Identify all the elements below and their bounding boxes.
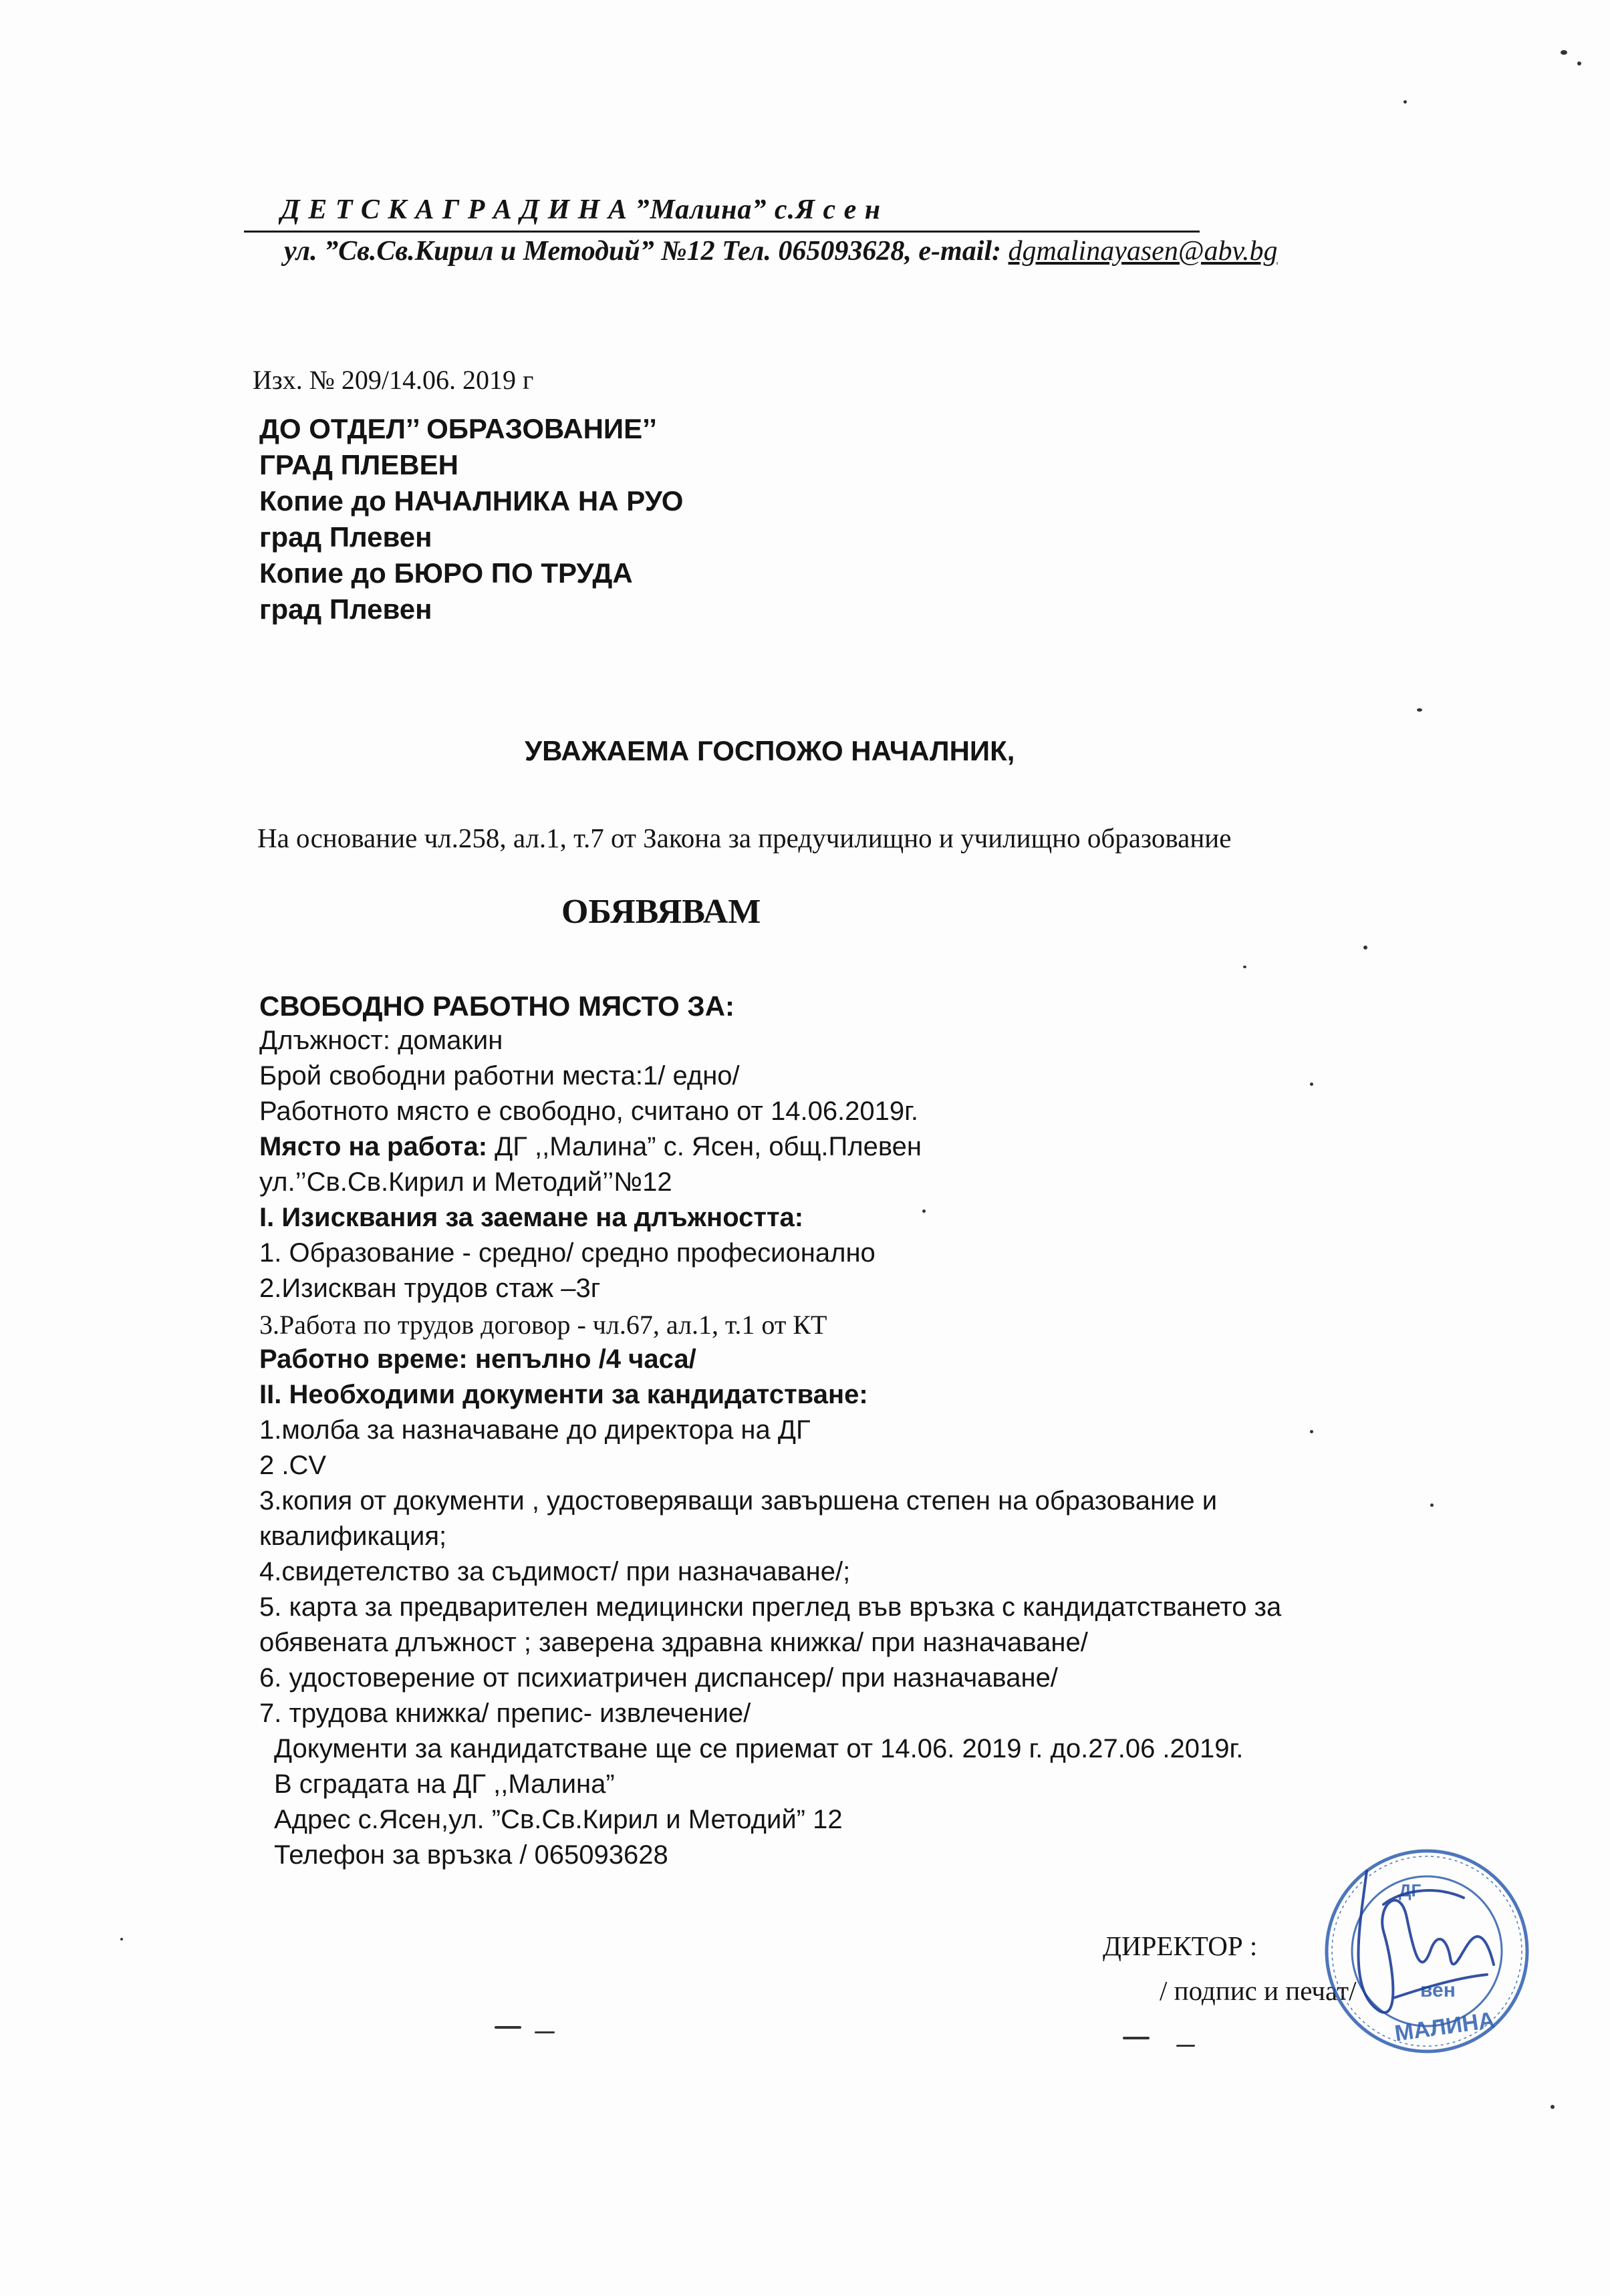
director-label: ДИРЕКТОР : [1103,1930,1258,1961]
recipient-line: Копие до НАЧАЛНИКА НА РУО [259,485,684,517]
stamp-text-mid: вен [1420,1979,1456,2001]
letterhead-address-text: ул. ”Св.Св.Кирил и Методий” №12 Тел. 065093628, e-mail: [284,236,1009,267]
recipient-line: град Плевен [259,521,432,553]
closing-line: Адрес с.Ясен,ул. ”Св.Св.Кирил и Методий” 12 [274,1805,843,1834]
stamp-text-bottom: МАЛИНА [1393,2007,1496,2047]
closing-line: В сградата на ДГ ,,Малина” [274,1769,615,1799]
document-item: 6. удостоверение от психиатричен диспансер/ при назначаване/ [259,1663,1058,1693]
workplace-line [259,1132,922,1162]
requirement-item: 3.Работа по трудов договор - чл.67, ал.1, т.1 от КТ [259,1310,827,1340]
working-time: Работно време: непълно /4 часа/ [259,1344,696,1374]
closing-line: Документи за кандидатстване ще се приемат от 14.06. 2019 г. до.27.06 .2019г. [274,1734,1244,1763]
signature-note: / подпис и печат/ [1160,1975,1357,2006]
position-title: Длъжност: домакин [259,1026,503,1055]
document-item: 1.молба за назначаване до директора на ДГ [259,1415,811,1445]
document-item: 4.свидетелство за съдимост/ при назначаване/; [259,1557,851,1586]
legal-basis: На основание чл.258, ал.1, т.7 от Закона за предучилищно и училищно образование [257,823,1232,853]
position-count: Брой свободни работни места:1/ едно/ [259,1061,740,1091]
requirement-item: 1. Образование - средно/ средно професионално [259,1238,876,1268]
letterhead-title: Д Е Т С К А Г Р А Д И Н А ”Малина” с.Я с е н [281,194,882,225]
letterhead-rule [244,231,1200,233]
document-item: квалификация; [259,1522,447,1551]
requirement-item: 2.Изискван трудов стаж –3г [259,1274,601,1303]
recipient-line: ГРАД ПЛЕВЕН [259,449,458,480]
salutation: УВАЖАЕМА ГОСПОЖО НАЧАЛНИК, [525,735,1015,766]
letterhead-email: dgmalinayasen@abv.bg [1008,236,1278,267]
announcement-heading: ОБЯВЯВАМ [561,893,761,931]
closing-line: Телефон за връзка / 065093628 [274,1840,668,1870]
document-item: 5. карта за предварителен медицински преглед във връзка с кандидатстването за [259,1592,1282,1622]
recipient-line: ДО ОТДЕЛ’’ ОБРАЗОВАНИЕ’’ [259,413,657,444]
recipient-line: Копие до БЮРО ПО ТРУДА [259,557,633,589]
official-stamp [1320,1844,1534,2058]
document-item: 7. трудова книжка/ препис- извлечение/ [259,1699,751,1728]
document-item: обявената длъжност ; заверена здравна книжка/ при назначаване/ [259,1628,1088,1657]
reference-number: Изх. № 209/14.06. 2019 г [253,365,534,395]
requirements-heading: I. Изисквания за заемане на длъжността: [259,1203,804,1232]
documents-heading: II. Необходими документи за кандидатстване: [259,1380,868,1409]
document-item: 3.копия от документи , удостоверяващи завършена степен на образование и [259,1486,1218,1516]
stamp-text-top: ДГ [1399,1880,1422,1900]
workplace-street: ул.’’Св.Св.Кирил и Методий’’№12 [259,1167,672,1197]
workplace-label: Място на работа: [259,1132,488,1161]
recipient-line: град Плевен [259,593,432,625]
position-heading: СВОБОДНО РАБОТНО МЯСТО ЗА: [259,990,735,1022]
workplace-value: ДГ ,,Малина” с. Ясен, общ.Плевен [487,1132,922,1161]
letterhead-address [284,235,1278,267]
position-free-from: Работното място е свободно, считано от 14.06.2019г. [259,1097,918,1126]
document-item: 2 .CV [259,1451,327,1480]
